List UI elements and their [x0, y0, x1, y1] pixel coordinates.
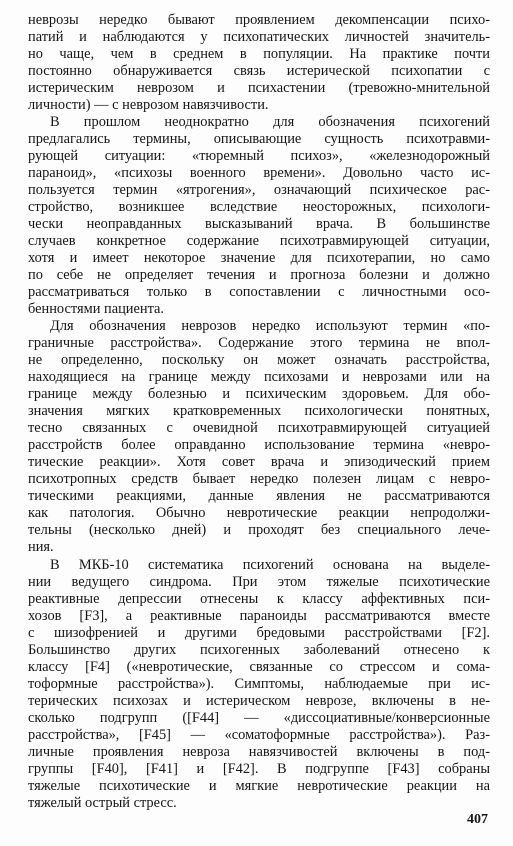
text-line: терических психозах и истерическом неврозе, включены в не-	[28, 692, 490, 709]
text-line: тоформные расстройства»). Симптомы, наблюдаемые при ис-	[28, 675, 490, 692]
text-line: хозов [F3], а реактивные параноиды рассматриваются вместе	[28, 607, 490, 624]
text-line: пользуется термин «ятрогения», означающий психическое рас-	[28, 182, 490, 199]
text-line: личные проявления невроза навязчивостей включены в под-	[28, 743, 490, 760]
text-line: В прошлом неоднократно для обозначения психогений	[50, 114, 490, 131]
text-line: патий и наблюдаются у психопатических личностей значитель-	[28, 29, 490, 46]
text-line: как патология. Обычно невротические реакции непродолжи-	[28, 505, 490, 522]
text-line: границе между болезнью и психическим здоровьем. Для обо-	[28, 386, 490, 403]
text-line: тяжелые психотические и мягкие невротические реакции на	[28, 777, 490, 794]
text-line: постоянно обнаруживается связь истерической психопатии с	[28, 63, 490, 80]
text-line: группы [F40], [F41] и [F42]. В подгруппе [F43] собраны	[28, 760, 490, 777]
text-line: хотя и имеет некоторое значение для психотерапии, но само	[28, 250, 490, 267]
text-line: значения мягких кратковременных психологически понятных,	[28, 403, 490, 420]
text-line: находящиеся на границе между психозами и неврозами или на	[28, 369, 490, 386]
text-line: классу [F4] («невротические, связанные со стрессом и сома-	[28, 658, 490, 675]
text-line: сколько подгрупп ([F44] — «диссоциативные/конверсионные	[28, 709, 490, 726]
text-line: психотропных средств бывает нередко полезен лицам с невро-	[28, 471, 490, 488]
text-line: тические реакции». Хотя совет врача и эпизодический прием	[28, 454, 490, 471]
text-line: Для обозначения неврозов нередко используют термин «по-	[50, 318, 490, 335]
text-line: расстройства», [F45] — «соматоформные расстройства»). Раз-	[28, 726, 490, 743]
page-number: 407	[467, 812, 488, 827]
text-line: бенностями пациента.	[28, 301, 165, 318]
text-line: рующей ситуации: «тюремный психоз», «железнодорожный	[28, 148, 490, 165]
text-line: тесно связанных с очевидной психотравмирующей ситуацией	[28, 420, 490, 437]
text-line: реактивные депрессии отнесены к классу аффективных пси-	[28, 590, 490, 607]
text-line: по себе не определяет течения и прогноза болезни и должно	[28, 267, 490, 284]
text-line: личности) — с неврозом навязчивости.	[28, 97, 269, 114]
text-line: но чаще, чем в среднем в популяции. На практике почти	[28, 46, 490, 63]
body-text	[28, 12, 490, 812]
text-line: тяжелый острый стресс.	[28, 794, 177, 811]
text-line: истерическим неврозом и психастении (тревожно-мнительной	[28, 80, 490, 97]
text-line: В МКБ-10 систематика психогений основана на выделе-	[50, 556, 490, 573]
text-line: с шизофренией и другими бредовыми расстройствами [F2].	[28, 624, 490, 641]
text-line: не определенно, поскольку он может означать расстройства,	[28, 352, 490, 369]
text-line: случаев конкретное содержание психотравмирующей ситуации,	[28, 233, 490, 250]
text-line: параноид», «психозы военного времени». Довольно часто ис-	[28, 165, 490, 182]
text-line: нии ведущего синдрома. При этом тяжелые психотические	[28, 573, 490, 590]
text-line: Большинство других психогенных заболеваний отнесено к	[28, 641, 490, 658]
text-line: тельны (несколько дней) и проходят без специального лече-	[28, 522, 490, 539]
text-line: предлагались термины, описывающие сущность психотравми-	[28, 131, 490, 148]
text-line: граничные расстройства». Содержание этого термина не впол-	[28, 335, 490, 352]
text-line: расстройств более оправданно использование термина «невро-	[28, 437, 490, 454]
text-line: тическими реакциями, данные явления не рассматриваются	[28, 488, 490, 505]
text-line: чески неоправданных высказываний врача. В большинстве	[28, 216, 490, 233]
text-line: ния.	[28, 539, 54, 556]
text-line: неврозы нередко бывают проявлением декомпенсации психо-	[28, 12, 490, 28]
text-line: рассматриваться только в сопоставлении с личностными осо-	[28, 284, 490, 301]
text-line: стройство, возникшее вследствие неосторожных, психологи-	[28, 199, 490, 216]
